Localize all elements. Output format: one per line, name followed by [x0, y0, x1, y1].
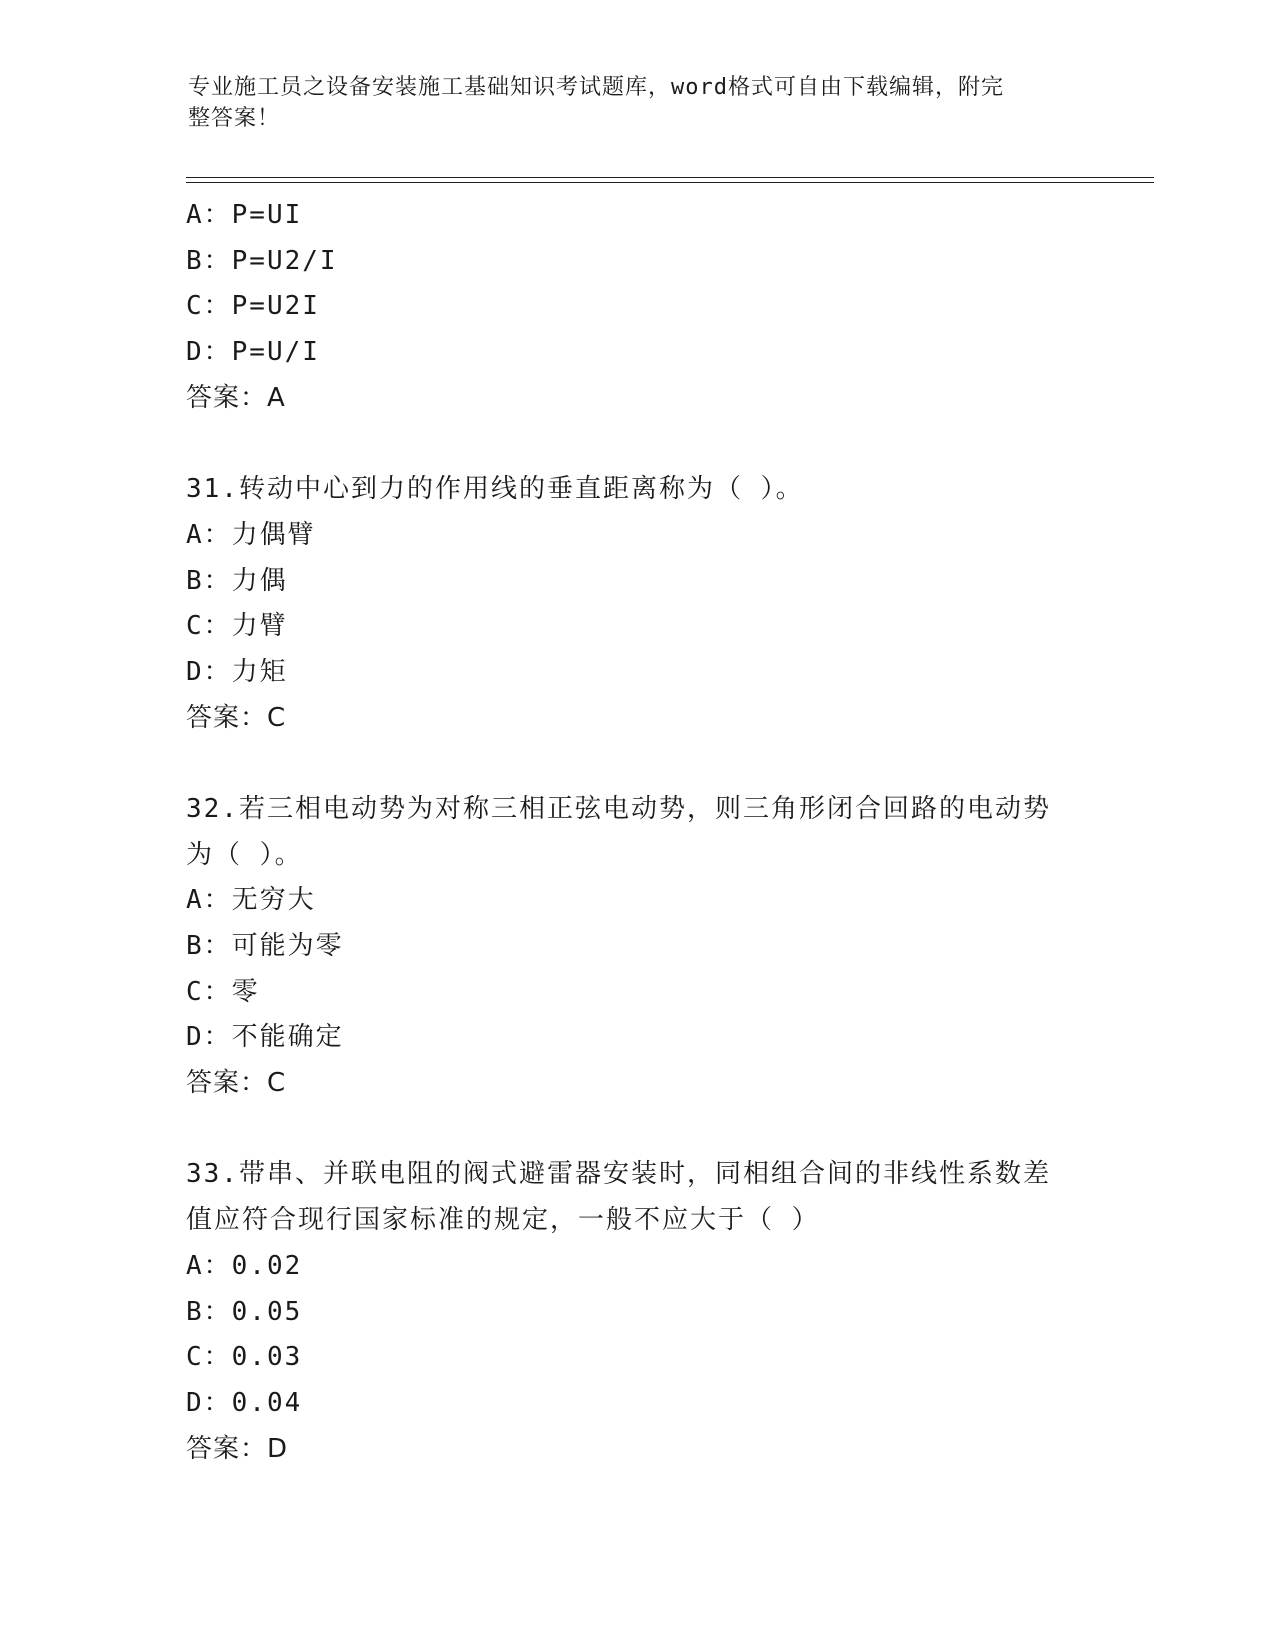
- answer-line: 答案：A: [186, 382, 286, 413]
- question-block-32: [186, 787, 1086, 1107]
- option-a: A：力偶臂: [186, 519, 316, 550]
- option-d: D：P=U/I: [186, 337, 320, 368]
- option-d: D：0.04: [186, 1387, 303, 1418]
- header-divider-top: [186, 177, 1154, 178]
- spacer: [186, 421, 1086, 467]
- header-divider-bottom: [186, 182, 1154, 183]
- answer-line: 答案：C: [186, 702, 287, 733]
- question-content: [186, 193, 1086, 1472]
- option-b: B：0.05: [186, 1296, 303, 1327]
- option-b: B：力偶: [186, 565, 288, 596]
- question-block-33: [186, 1152, 1086, 1472]
- option-c: C：0.03: [186, 1342, 303, 1373]
- prev-question-block: [186, 193, 1086, 421]
- option-b: B：可能为零: [186, 931, 344, 961]
- answer-line: 答案：C: [186, 1068, 287, 1099]
- option-c: C：P=U2I: [186, 291, 320, 322]
- spacer: [186, 741, 1086, 787]
- answer-line: 答案：D: [186, 1433, 289, 1464]
- question-stem-continued: 为（ ）。: [186, 839, 303, 870]
- question-block-31: [186, 467, 1086, 741]
- option-b: B：P=U2/I: [186, 245, 338, 276]
- spacer: [186, 1107, 1086, 1153]
- header-line-1: 专业施工员之设备安装施工基础知识考试题库，word格式可自由下载编辑，附完: [188, 75, 1004, 100]
- question-stem: 33.带串、并联电阻的阀式避雷器安装时，同相组合间的非线性系数差: [186, 1159, 1051, 1190]
- option-c: C：力臂: [186, 611, 288, 642]
- option-a: A：P=UI: [186, 200, 303, 230]
- option-a: A：0.02: [186, 1250, 303, 1281]
- question-stem: 32.若三相电动势为对称三相正弦电动势，则三角形闭合回路的电动势: [186, 793, 1051, 824]
- question-stem: 31.转动中心到力的作用线的垂直距离称为（ ）。: [186, 474, 804, 505]
- header-line-2: 整答案！: [188, 106, 281, 131]
- option-a: A：无穷大: [186, 885, 316, 916]
- question-stem-continued: 值应符合现行国家标准的规定，一般不应大于（ ）: [186, 1205, 820, 1236]
- document-header: [188, 72, 1068, 134]
- option-c: C：零: [186, 976, 260, 1007]
- option-d: D：不能确定: [186, 1022, 344, 1053]
- option-d: D：力矩: [186, 656, 288, 687]
